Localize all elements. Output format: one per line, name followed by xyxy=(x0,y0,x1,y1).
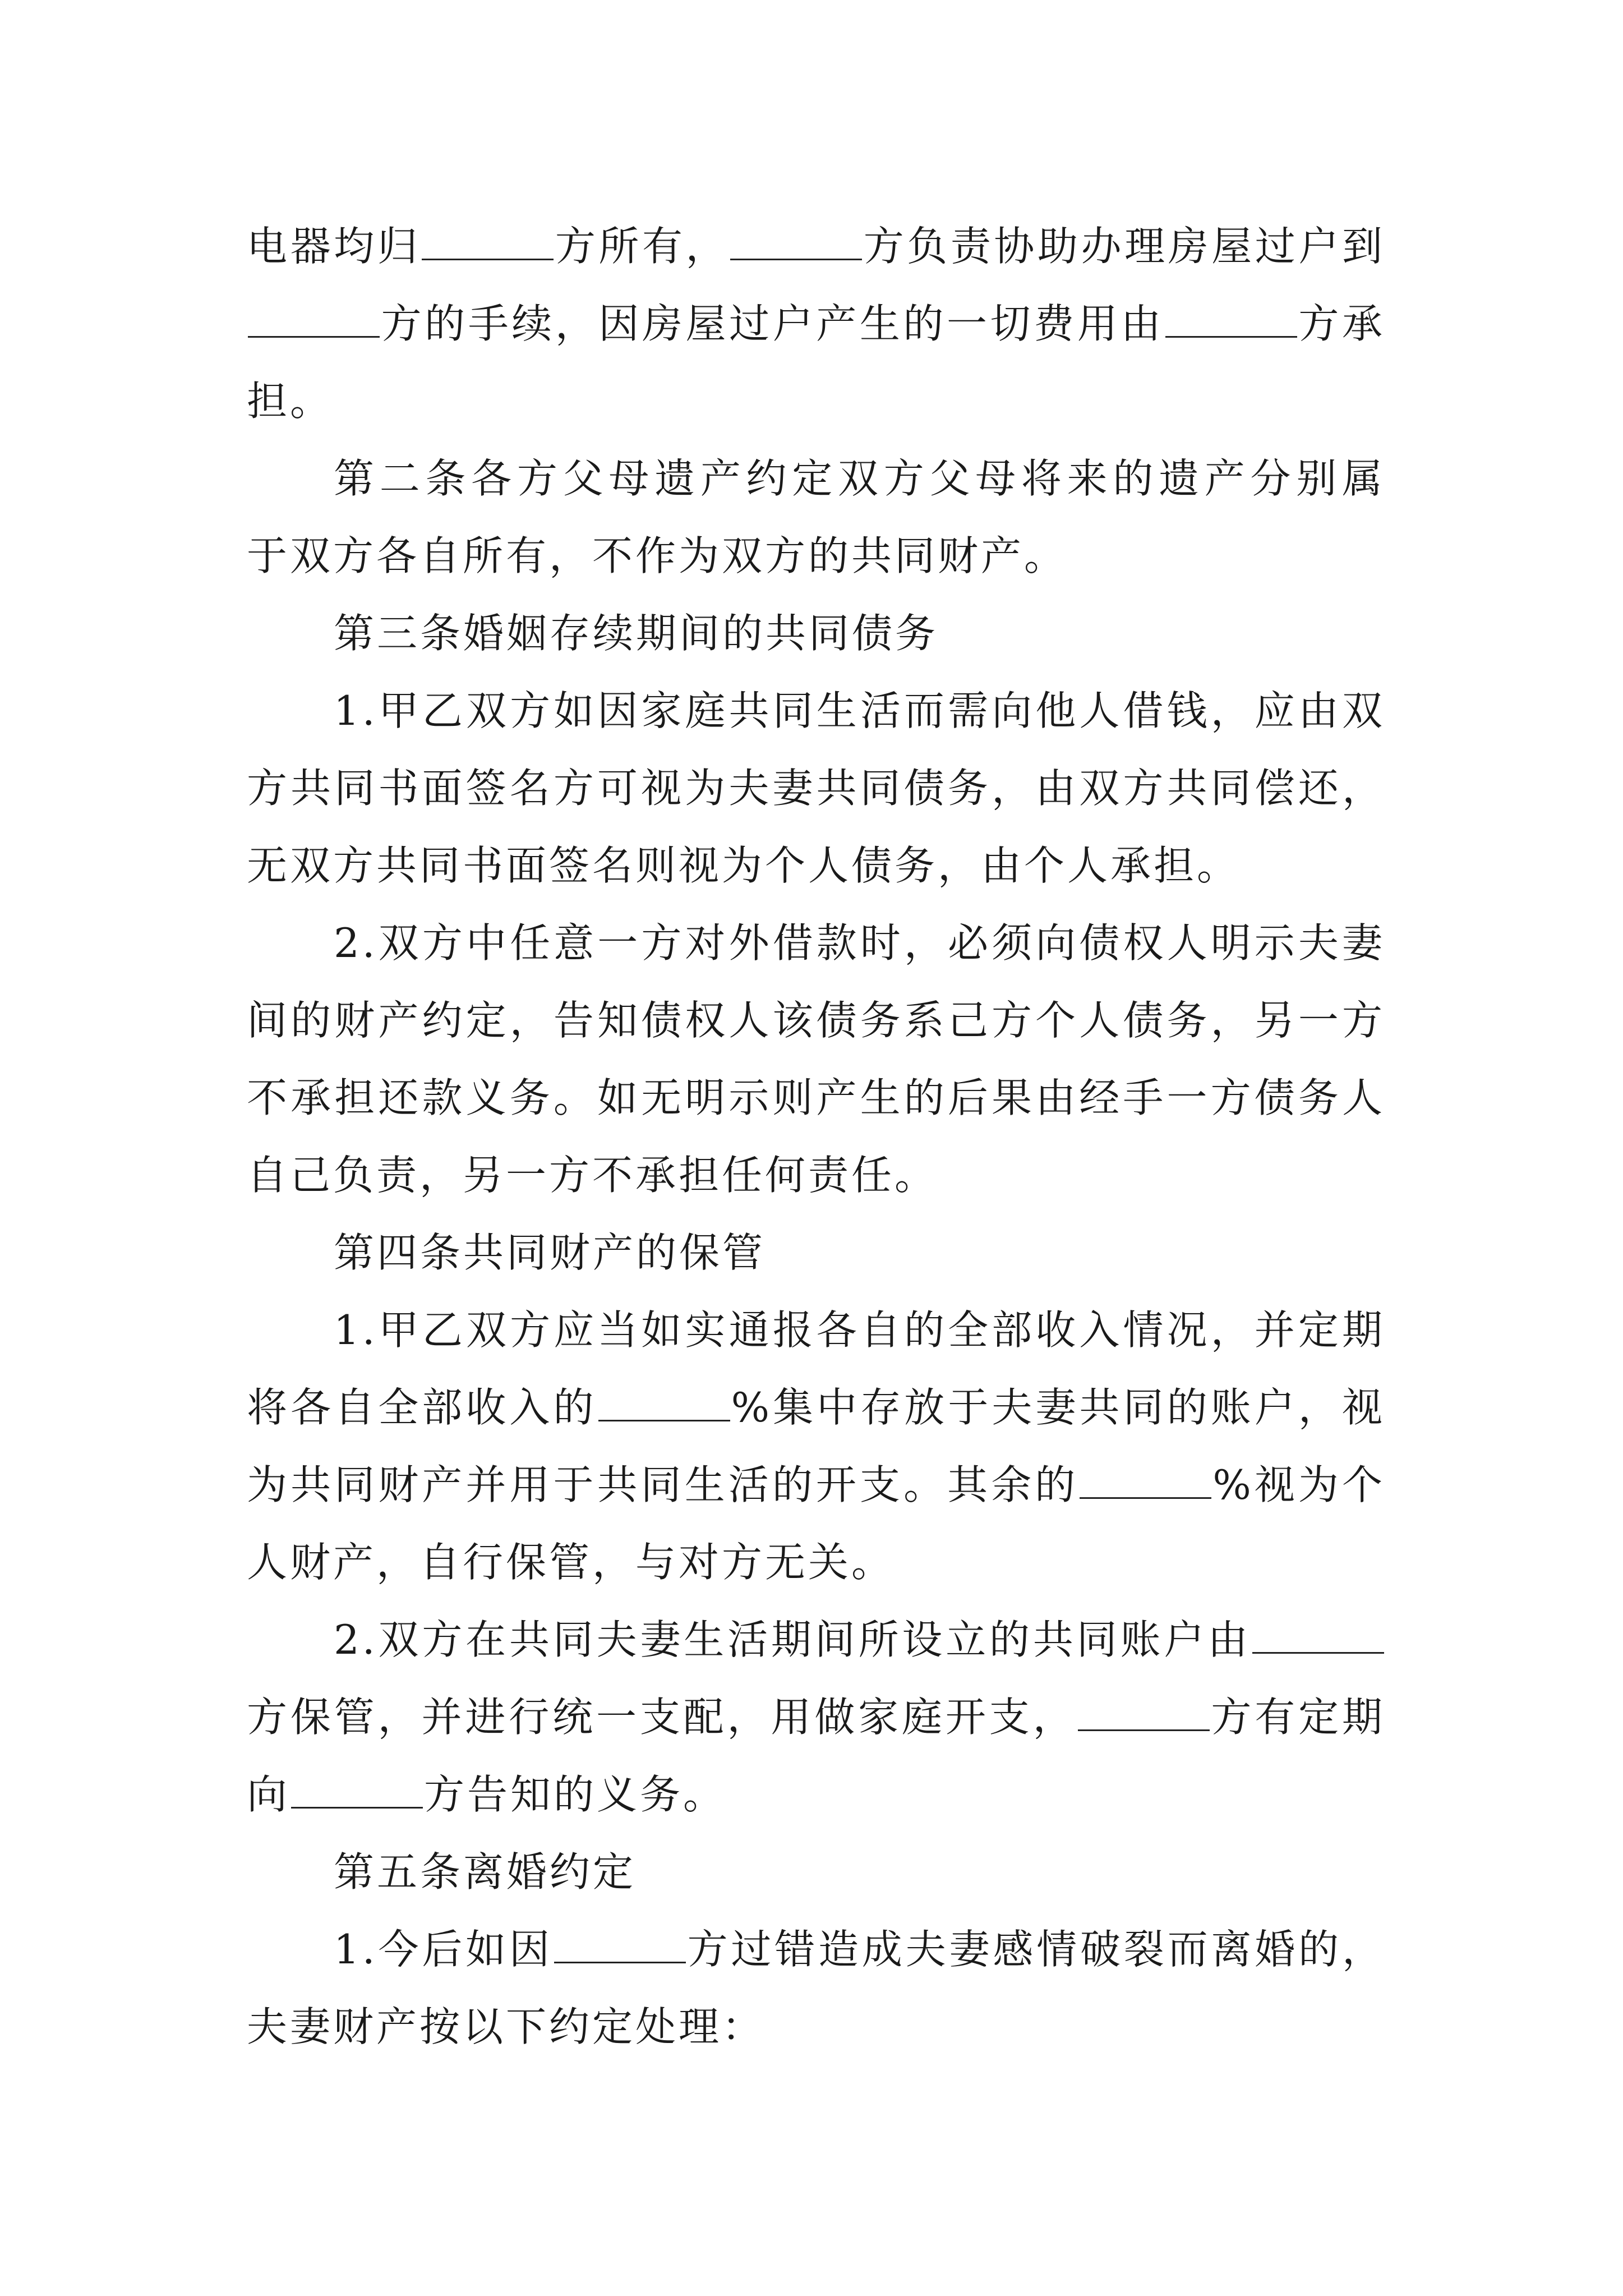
text-segment: 于双方各自所有，不作为双方的共同财产。 xyxy=(247,532,1068,579)
text-segment: 第五条离婚约定 xyxy=(334,1848,637,1895)
text-segment: 第二条各方父母遗产约定双方父母将来的遗产分别属 xyxy=(334,455,1385,502)
fill-in-blank xyxy=(291,1773,423,1809)
text-line xyxy=(247,1678,1385,1756)
text-segment: 1.甲乙双方应当如实通报各自的全部收入情况，并定期 xyxy=(334,1306,1385,1354)
text-segment: 人财产，自行保管，与对方无关。 xyxy=(247,1539,895,1586)
text-segment: 方负责协助办理房屋过户到 xyxy=(863,223,1385,270)
text-line xyxy=(247,827,1385,904)
text-line xyxy=(247,1214,1385,1291)
text-line xyxy=(247,1369,1385,1446)
text-segment: %视为个 xyxy=(1212,1461,1385,1508)
text-segment: 无双方共同书面签名则视为个人债务，由个人承担。 xyxy=(247,842,1241,889)
text-line xyxy=(247,440,1385,517)
fill-in-blank xyxy=(1165,302,1297,338)
fill-in-blank xyxy=(554,1928,686,1963)
text-segment: 自己负责，另一方不承担任何责任。 xyxy=(247,1152,938,1199)
text-segment: 1.甲乙双方如因家庭共同生活而需向他人借钱，应由双 xyxy=(334,687,1385,734)
text-line xyxy=(247,1601,1385,1678)
fill-in-blank xyxy=(1252,1618,1384,1654)
text-line xyxy=(247,1911,1385,1988)
text-segment: 夫妻财产按以下约定处理： xyxy=(247,2003,766,2050)
text-line xyxy=(247,1756,1385,1833)
text-line xyxy=(247,1137,1385,1214)
text-segment: %集中存放于夫妻共同的账户，视 xyxy=(731,1384,1385,1431)
text-line xyxy=(247,517,1385,595)
text-segment: 方保管，并进行统一支配，用做家庭开支， xyxy=(247,1694,1077,1741)
text-segment: 方承 xyxy=(1298,300,1385,347)
fill-in-blank xyxy=(248,302,380,338)
text-segment: 方共同书面签名方可视为夫妻共同债务，由双方共同偿还， xyxy=(247,765,1385,812)
text-line xyxy=(247,1059,1385,1137)
fill-in-blank xyxy=(422,225,554,260)
text-segment: 向 xyxy=(247,1771,291,1818)
fill-in-blank xyxy=(1080,1464,1211,1499)
text-line xyxy=(247,749,1385,827)
text-line xyxy=(247,1446,1385,1524)
fill-in-blank xyxy=(730,225,862,260)
text-segment: 2.双方中任意一方对外借款时，必须向债权人明示夫妻 xyxy=(334,919,1385,967)
text-segment: 第四条共同财产的保管 xyxy=(334,1229,766,1276)
text-line xyxy=(247,1833,1385,1911)
text-segment: 方告知的义务。 xyxy=(424,1771,727,1818)
text-segment: 方有定期 xyxy=(1210,1694,1385,1741)
text-line xyxy=(247,595,1385,672)
text-segment: 担。 xyxy=(247,378,334,425)
text-segment: 电器均归 xyxy=(247,223,421,270)
text-line xyxy=(247,982,1385,1059)
text-segment: 方的手续，因房屋过户产生的一切费用由 xyxy=(381,300,1164,347)
text-line xyxy=(247,672,1385,749)
text-segment: 第三条婚姻存续期间的共同债务 xyxy=(334,610,939,657)
fill-in-blank xyxy=(598,1386,730,1421)
text-line xyxy=(247,208,1385,285)
text-line xyxy=(247,285,1385,362)
text-segment: 不承担还款义务。如无明示则产生的后果由经手一方债务人 xyxy=(247,1074,1385,1121)
text-segment: 间的财产约定，告知债权人该债务系己方个人债务，另一方 xyxy=(247,997,1385,1044)
text-line xyxy=(247,1988,1385,2065)
text-segment: 为共同财产并用于共同生活的开支。其余的 xyxy=(247,1461,1079,1508)
text-segment: 方过错造成夫妻感情破裂而离婚的， xyxy=(686,1926,1385,1973)
text-line xyxy=(247,1291,1385,1369)
text-line xyxy=(247,904,1385,982)
document-body xyxy=(247,208,1385,2065)
text-segment: 1.今后如因 xyxy=(334,1926,553,1973)
text-line xyxy=(247,362,1385,440)
text-segment: 将各自全部收入的 xyxy=(247,1384,597,1431)
fill-in-blank xyxy=(1078,1696,1210,1731)
text-segment: 方所有， xyxy=(555,223,730,270)
text-line xyxy=(247,1524,1385,1601)
text-segment: 2.双方在共同夫妻生活期间所设立的共同账户由 xyxy=(334,1616,1251,1663)
